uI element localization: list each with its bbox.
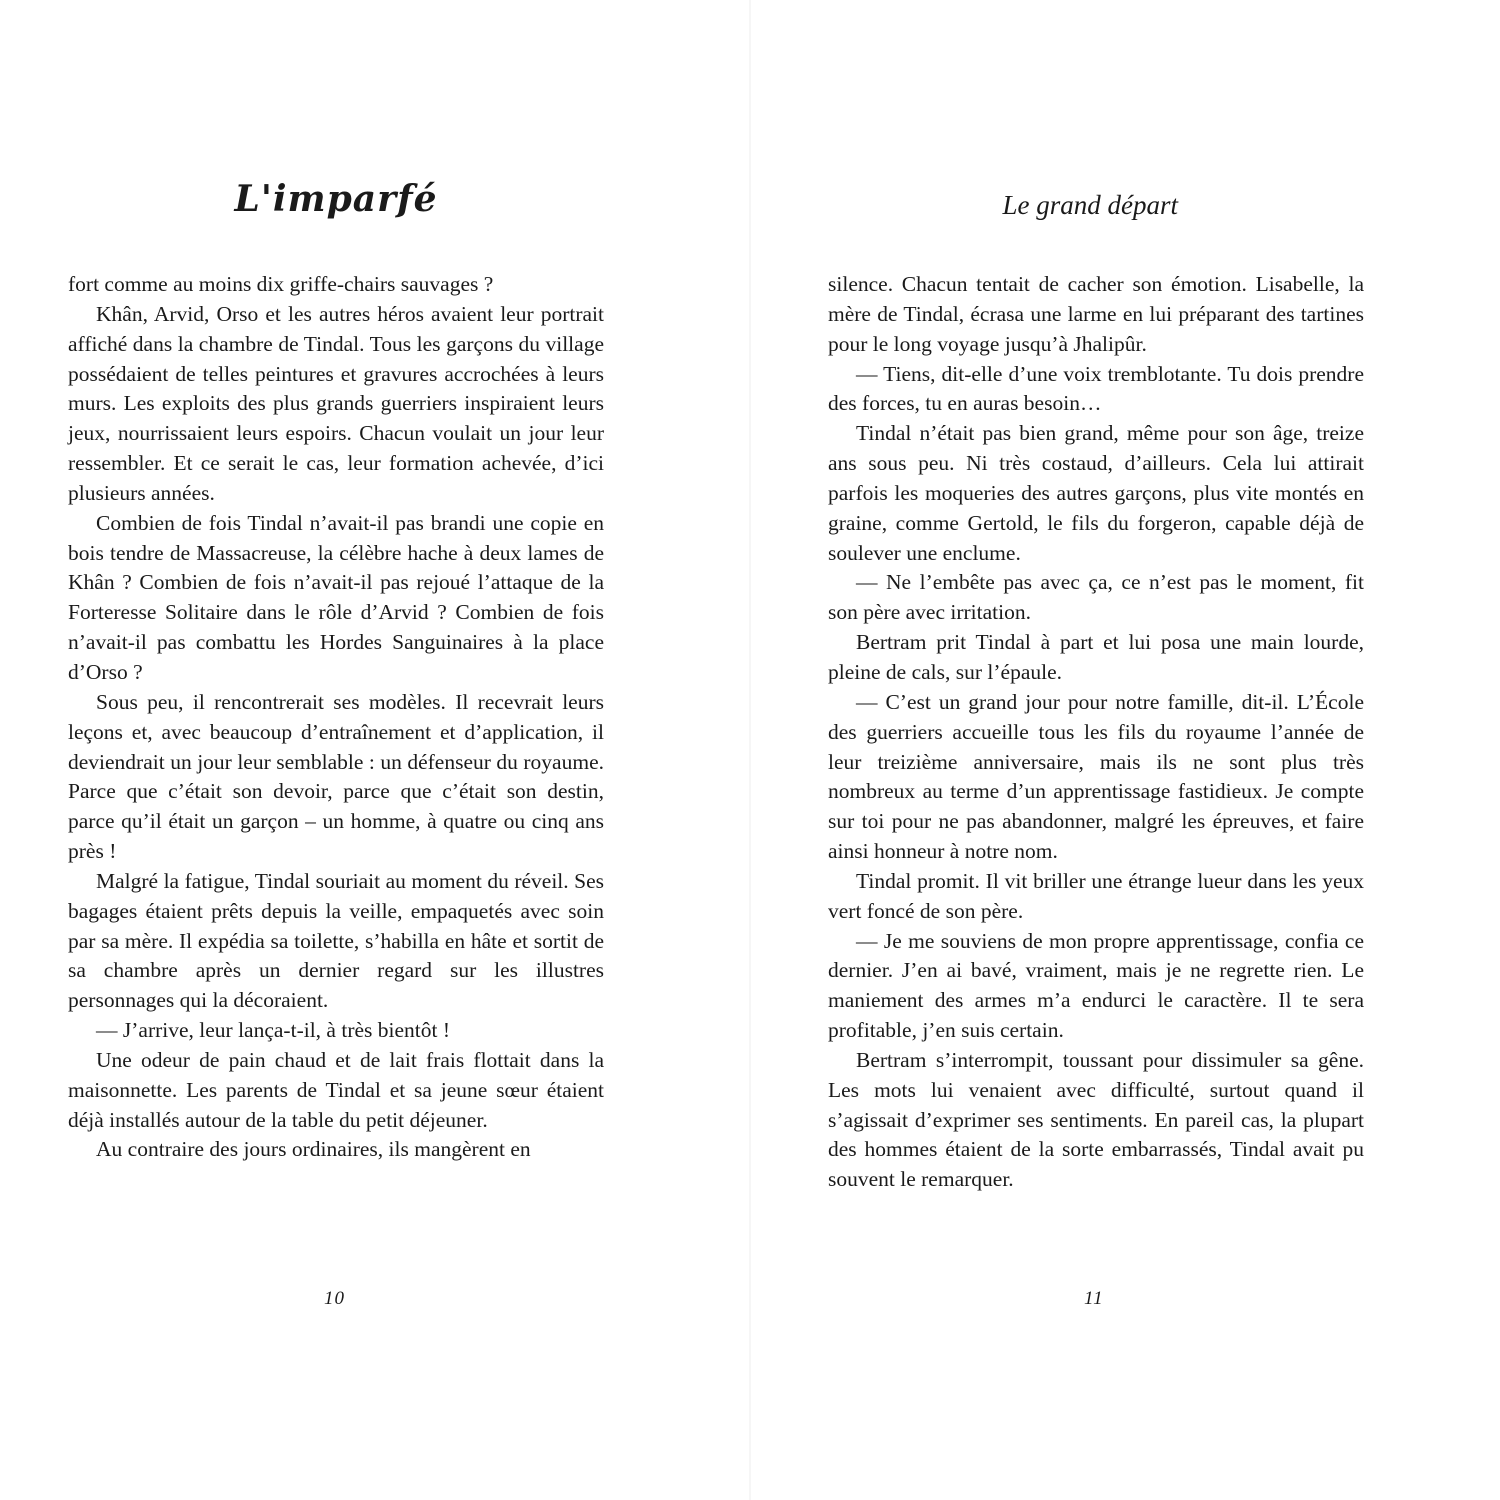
paragraph: silence. Chacun tentait de cacher son émotion. Lisabelle, la mère de Tindal, écrasa une larme en lui préparant des tartines pour le long voyage jusqu’à Jhalipûr. (828, 272, 1364, 356)
paragraph: Khân, Arvid, Orso et les autres héros avaient leur portrait affiché dans la chambre de Tindal. Tous les garçons du village possédaient de telles peintures et gravures accrochées à leurs murs. Les exploits des plus grands guerriers inspiraient leurs jeux, nourrissaient leurs espoirs. Chacun voulait un jour leur ressembler. Et ce serait le cas, leur formation achevée, d’ici plusieurs années. (68, 301, 604, 505)
right-page-body (828, 270, 1364, 1195)
page-number: 10 (324, 1288, 345, 1309)
paragraph: Une odeur de pain chaud et de lait frais flottait dans la maisonnette. Les parents de Tindal et sa jeune sœur étaient déjà installés autour de la table du petit déjeuner. (68, 1047, 604, 1132)
book-gutter (749, 0, 751, 1500)
paragraph: Tindal promit. Il vit briller une étrange lueur dans les yeux vert foncé de son père. (828, 868, 1364, 923)
paragraph: — Tiens, dit-elle d’une voix tremblotante. Tu dois prendre des forces, tu en auras besoin… (828, 361, 1364, 416)
paragraph: Sous peu, il rencontrerait ses modèles. Il recevrait leurs leçons et, avec beaucoup d’entraînement et d’application, il deviendrait un jour leur semblable : un défenseur du royaume. Parce que c’était son devoir, parce que c’était son destin, parce qu’il était un garçon – un homme, à quatre ou cinq ans près ! (68, 689, 604, 864)
paragraph: — J’arrive, leur lança-t-il, à très bientôt ! (96, 1018, 451, 1043)
paragraph: Combien de fois Tindal n’avait-il pas brandi une copie en bois tendre de Massacreuse, la célèbre hache à deux lames de Khân ? Combien de fois n’avait-il pas rejoué l’attaque de la Forteresse Solitaire dans le rôle d’Arvid ? Combien de fois n’avait-il pas combattu les Hordes Sanguinaires à la place d’Orso ? (68, 510, 604, 684)
paragraph: Au contraire des jours ordinaires, ils mangèrent en (96, 1137, 531, 1162)
right-page (828, 0, 1364, 1500)
paragraph: fort comme au moins dix griffe-chairs sauvages ? (68, 272, 494, 296)
paragraph: Malgré la fatigue, Tindal souriait au moment du réveil. Ses bagages étaient prêts depuis la veille, empaquetés avec soin par sa mère. Il expédia sa toilette, s’habilla en hâte et sortit de sa chambre après un dernier regard sur les illustres personnages qui la décoraient. (68, 868, 604, 1013)
paragraph: Bertram prit Tindal à part et lui posa une main lourde, pleine de cals, sur l’épaule. (828, 630, 1364, 684)
page-number: 11 (1084, 1288, 1104, 1309)
paragraph: Bertram s’interrompit, toussant pour dissimuler sa gêne. Les mots lui venaient avec difficulté, surtout quand il s’agissait d’exprimer ses sentiments. En pareil cas, la plupart des hommes étaient de la sorte embarrassés, Tindal avait pu souvent le remarquer. (828, 1047, 1364, 1192)
left-page (68, 0, 604, 1500)
left-page-body (68, 270, 604, 1165)
paragraph: — Je me souviens de mon propre apprentissage, confia ce dernier. J’en ai bavé, vraiment, mais je ne regrette rien. Le maniement des armes m’a endurci le caractère. Il te sera profitable, j’en suis certain. (828, 928, 1364, 1043)
paragraph: Tindal n’était pas bien grand, même pour son âge, treize ans sous peu. Ni très costaud, d’ailleurs. Cela lui attirait parfois les moqueries des autres garçons, plus vite montés en graine, comme Gertold, le fils du forgeron, capable déjà de soulever une enclume. (828, 421, 1364, 565)
chapter-title-running-head: Le grand départ (1002, 190, 1178, 220)
paragraph: — Ne l’embête pas avec ça, ce n’est pas le moment, fit son père avec irritation. (828, 570, 1364, 625)
paragraph: — C’est un grand jour pour notre famille, dit-il. L’École des guerriers accueille tous les fils du royaume l’année de leur treizième anniversaire, mais ils ne sont plus très nombreux au terme d’un apprentissage fastidieux. Je compte sur toi pour ne pas abandonner, malgré les épreuves, et faire ainsi honneur à notre nom. (828, 689, 1364, 864)
book-title-running-head: L'imparfé (234, 178, 438, 220)
